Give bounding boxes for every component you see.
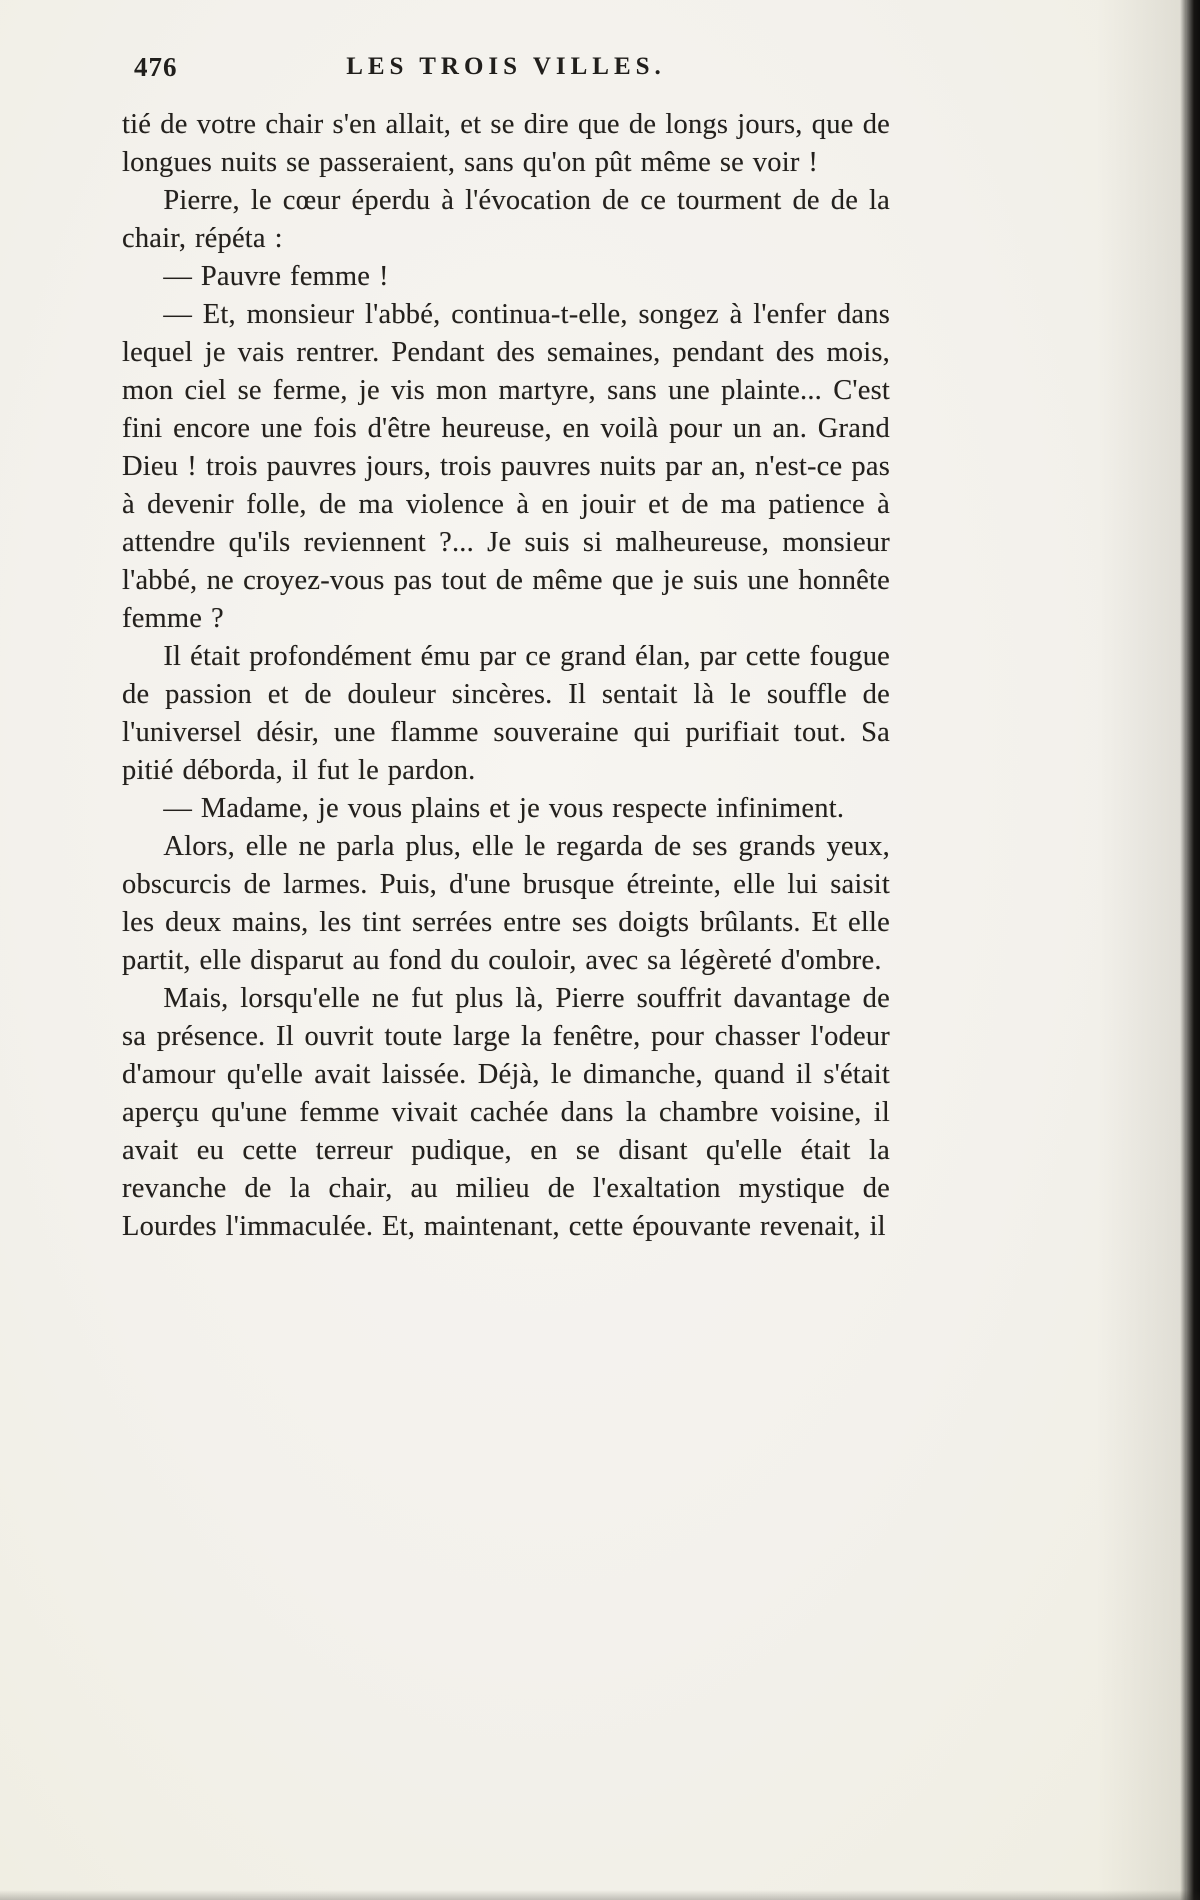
scan-gutter-edge bbox=[1180, 0, 1200, 1900]
paragraph: — Madame, je vous plains et je vous respecte infiniment. bbox=[163, 793, 845, 824]
running-title: LES TROIS VILLES. bbox=[346, 53, 666, 80]
paragraph: Mais, lorsqu'elle ne fut plus là, Pierre souffrit davantage de sa présence. Il ouvrit toute large la fenêtre, pour chasser l'odeur d'amour qu'elle avait laissée. Déjà, le dimanche, quand il s'était aperçu qu'une femme vivait cachée dans la chambre voisine, il avait eu cette terreur pudique, en se disant qu'elle était la revanche de la chair, au milieu de l'exaltation mystique de Lourdes l'immaculée. Et, maintenant, cette épouvante revenait, il bbox=[122, 983, 890, 1242]
page-content bbox=[122, 46, 890, 1246]
paragraph: — Pauvre femme ! bbox=[163, 261, 389, 292]
paragraph: tié de votre chair s'en allait, et se dire que de longs jours, que de longues nuits se passeraient, sans qu'on pût même se voir ! bbox=[122, 109, 890, 178]
text-block bbox=[122, 106, 890, 1246]
page-header bbox=[122, 46, 890, 92]
paragraph: Alors, elle ne parla plus, elle le regarda de ses grands yeux, obscurcis de larmes. Puis, d'une brusque étreinte, elle lui saisit les deux mains, les tint serrées entre ses doigts brûlants. Et elle partit, elle disparut au fond du couloir, avec sa légèreté d'ombre. bbox=[122, 831, 890, 976]
paragraph: — Et, monsieur l'abbé, continua-t-elle, songez à l'enfer dans lequel je vais rentrer. Pendant des semaines, pendant des mois, mon ciel se ferme, je vis mon martyre, sans une plainte... C'est fini encore une fois d'être heureuse, en voilà pour un an. Grand Dieu ! trois pauvres jours, trois pauvres nuits par an, n'est-ce pas à devenir folle, de ma violence à en jouir et de ma patience à attendre qu'ils reviennent ?... Je suis si malheureuse, monsieur l'abbé, ne croyez-vous pas tout de même que je suis une honnête femme ? bbox=[122, 299, 890, 634]
paragraph: Pierre, le cœur éperdu à l'évocation de ce tourment de de la chair, répéta : bbox=[122, 185, 890, 254]
scan-bottom-shadow bbox=[0, 1890, 1200, 1900]
page-number: 476 bbox=[134, 52, 178, 82]
page-curvature-shadow bbox=[1096, 0, 1186, 1900]
paragraph: Il était profondément ému par ce grand élan, par cette fougue de passion et de douleur sincères. Il sentait là le souffle de l'universel désir, une flamme souveraine qui purifiait tout. Sa pitié déborda, il fut le pardon. bbox=[122, 641, 890, 786]
